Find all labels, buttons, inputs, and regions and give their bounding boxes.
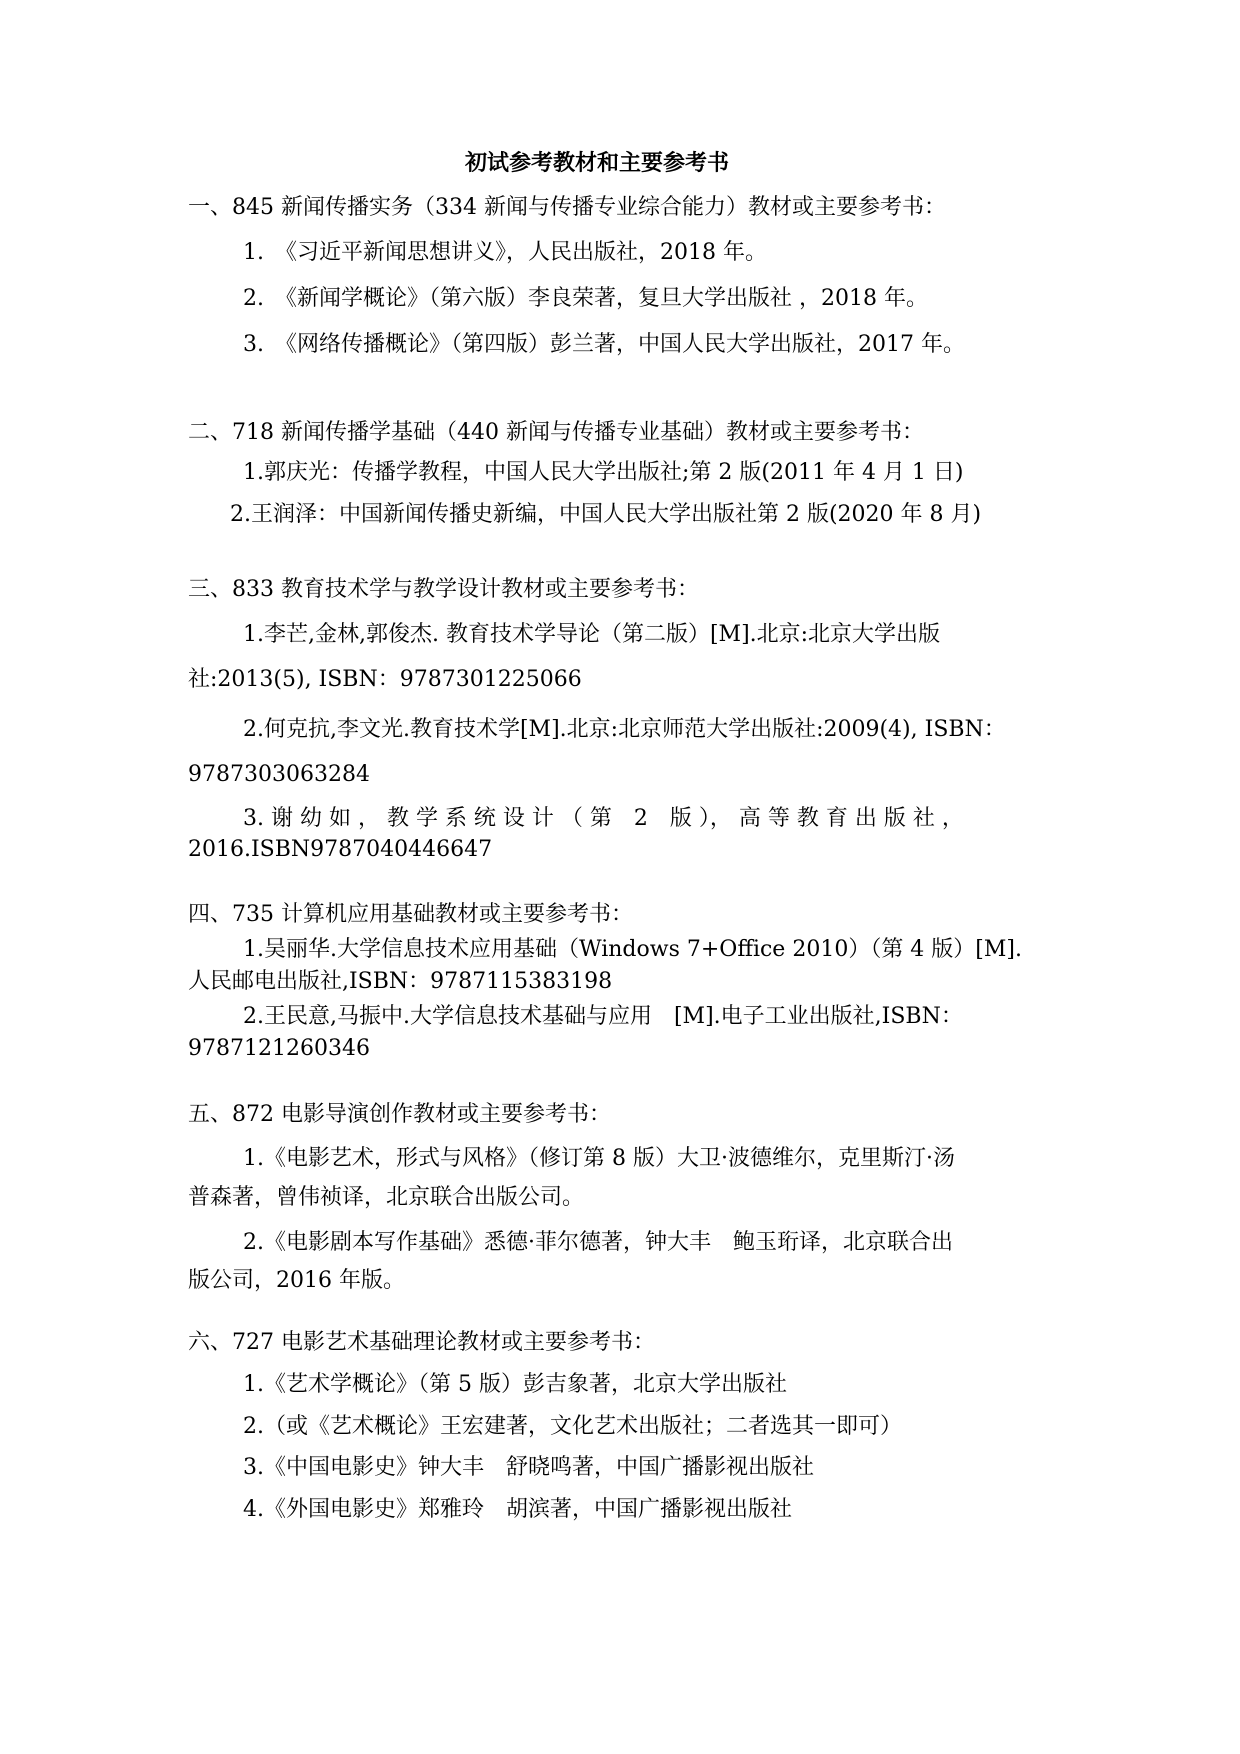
list-item: 2.何克抗,李文光.教育技术学[M].北京:北京师范大学出版社:2009(4), ISBN： — [243, 717, 1006, 742]
list-item: 3. 《网络传播概论》（第四版）彭兰著，中国人民大学出版社，2017 年。 — [243, 332, 965, 357]
list-item: 普森著，曾伟祯译，北京联合出版公司。 — [188, 1185, 585, 1210]
list-item: 2.（或《艺术概论》王宏建著，文化艺术出版社；二者选其一即可） — [243, 1414, 902, 1439]
section-heading: 四、735 计算机应用基础教材或主要参考书： — [188, 902, 633, 927]
list-item: 人民邮电出版社,ISBN：9787115383198 — [188, 969, 613, 994]
section-heading: 一、845 新闻传播实务（334 新闻与传播专业综合能力）教材或主要参考书： — [188, 195, 946, 220]
list-item: 社:2013(5), ISBN：9787301225066 — [188, 667, 582, 692]
list-item: 1. 《习近平新闻思想讲义》，人民出版社，2018 年。 — [243, 240, 767, 265]
list-item: 9787303063284 — [188, 762, 370, 787]
list-item: 9787121260346 — [188, 1036, 370, 1061]
list-item: 1.吴丽华.大学信息技术应用基础（Windows 7+Office 2010）（第 4 版）[M]. — [243, 937, 1022, 962]
section-heading: 二、718 新闻传播学基础（440 新闻与传播专业基础）教材或主要参考书： — [188, 420, 924, 445]
list-item: 3. 谢 幼 如 ， 教 学 系 统 设 计 （ 第 2 版 ）， 高 等 教 育 出 版 社 ， — [243, 806, 964, 831]
list-item: 1.郭庆光：传播学教程，中国人民大学出版社;第 2 版(2011 年 4 月 1 日) — [243, 460, 964, 485]
section-heading: 五、872 电影导演创作教材或主要参考书： — [188, 1102, 611, 1127]
list-item: 1.《电影艺术，形式与风格》（修订第 8 版）大卫·波德维尔，克里斯汀·汤 — [243, 1146, 955, 1171]
list-item: 4.《外国电影史》郑雅玲 胡滨著，中国广播影视出版社 — [243, 1497, 792, 1522]
list-item: 3.《中国电影史》钟大丰 舒晓鸣著，中国广播影视出版社 — [243, 1455, 814, 1480]
page-title: 初试参考教材和主要参考书 — [465, 150, 730, 176]
section-heading: 三、833 教育技术学与教学设计教材或主要参考书： — [188, 577, 699, 602]
list-item: 2. 《新闻学概论》（第六版）李良荣著，复旦大学出版社 ，2018 年。 — [243, 286, 928, 311]
list-item: 2.王民意,马振中.大学信息技术基础与应用 [M].电子工业出版社,ISBN： — [243, 1004, 963, 1029]
list-item: 2016.ISBN9787040446647 — [188, 837, 493, 862]
section-heading: 六、727 电影艺术基础理论教材或主要参考书： — [188, 1330, 655, 1355]
list-item: 2.《电影剧本写作基础》悉德·菲尔德著，钟大丰 鲍玉珩译，北京联合出 — [243, 1230, 953, 1255]
list-item: 2.王润泽：中国新闻传播史新编，中国人民大学出版社第 2 版(2020 年 8 月) — [230, 502, 982, 527]
list-item: 1.李芒,金林,郭俊杰. 教育技术学导论（第二版）[M].北京:北京大学出版 — [243, 622, 941, 647]
list-item: 版公司，2016 年版。 — [188, 1268, 405, 1293]
list-item: 1.《艺术学概论》（第 5 版）彭吉象著，北京大学出版社 — [243, 1372, 787, 1397]
